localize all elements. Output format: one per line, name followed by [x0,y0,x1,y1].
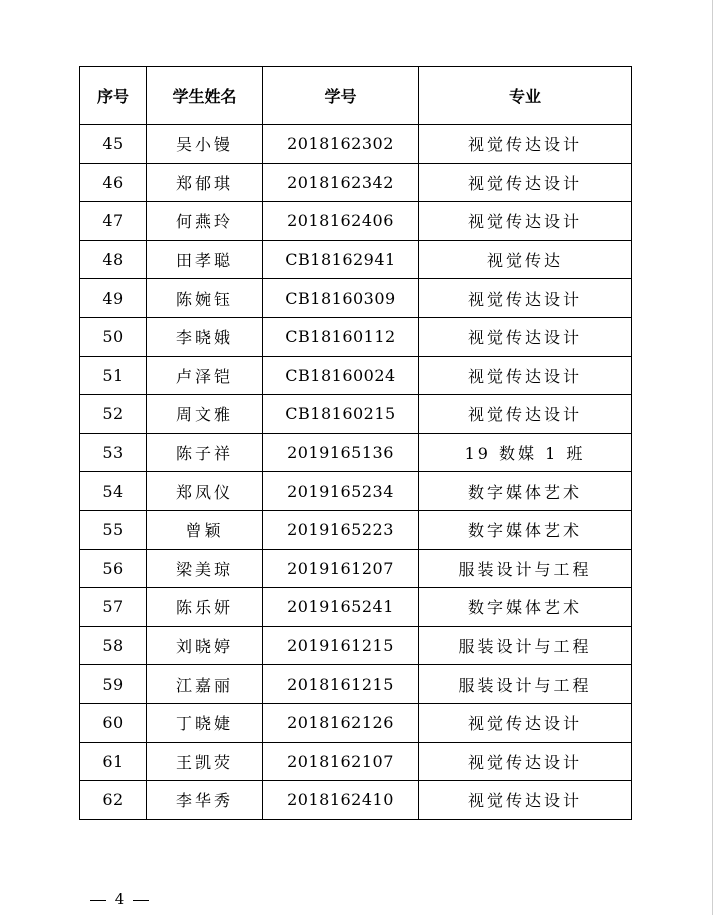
header-major: 专业 [419,67,632,125]
table-row [80,279,632,318]
cell-major: 视觉传达设计 [419,781,632,820]
table-row [80,626,632,665]
cell-no: 45 [80,125,147,164]
table-row [80,665,632,704]
cell-major: 视觉传达设计 [419,703,632,742]
dash-right [133,900,149,901]
cell-name: 吴小镘 [147,125,263,164]
table-row [80,395,632,434]
cell-no: 60 [80,703,147,742]
table-row [80,433,632,472]
cell-major: 服装设计与工程 [419,665,632,704]
cell-no: 54 [80,472,147,511]
cell-name: 陈乐妍 [147,588,263,627]
cell-id: CB18160215 [263,395,419,434]
cell-name: 刘晓婷 [147,626,263,665]
cell-major: 服装设计与工程 [419,549,632,588]
cell-major: 视觉传达设计 [419,395,632,434]
table-row [80,125,632,164]
cell-major: 视觉传达设计 [419,317,632,356]
cell-name: 李华秀 [147,781,263,820]
header-no: 序号 [80,67,147,125]
cell-id: 2018162342 [263,163,419,202]
cell-name: 田孝聪 [147,240,263,279]
cell-no: 58 [80,626,147,665]
cell-no: 55 [80,510,147,549]
table-row [80,510,632,549]
cell-id: 2019165223 [263,510,419,549]
cell-major: 视觉传达设计 [419,356,632,395]
cell-name: 梁美琼 [147,549,263,588]
page-number-value: 4 [114,890,125,908]
table-row [80,703,632,742]
table-row [80,317,632,356]
cell-id: CB18162941 [263,240,419,279]
cell-id: CB18160309 [263,279,419,318]
table-row [80,202,632,241]
cell-major: 视觉传达设计 [419,279,632,318]
cell-major: 19 数媒 1 班 [419,433,632,472]
cell-no: 48 [80,240,147,279]
cell-no: 50 [80,317,147,356]
dash-left [90,900,106,901]
cell-id: 2019161215 [263,626,419,665]
cell-no: 52 [80,395,147,434]
cell-id: 2019165241 [263,588,419,627]
table-row [80,163,632,202]
cell-id: 2018162302 [263,125,419,164]
cell-no: 49 [80,279,147,318]
cell-major: 视觉传达设计 [419,163,632,202]
table-row [80,356,632,395]
cell-major: 视觉传达设计 [419,202,632,241]
cell-major: 数字媒体艺术 [419,472,632,511]
cell-name: 陈婉钰 [147,279,263,318]
table-row [80,472,632,511]
cell-major: 视觉传达设计 [419,742,632,781]
cell-major: 视觉传达设计 [419,125,632,164]
cell-no: 62 [80,781,147,820]
cell-id: 2018162126 [263,703,419,742]
cell-major: 数字媒体艺术 [419,588,632,627]
cell-id: CB18160112 [263,317,419,356]
cell-no: 56 [80,549,147,588]
cell-major: 服装设计与工程 [419,626,632,665]
page-edge-line [712,0,713,915]
cell-name: 卢泽铠 [147,356,263,395]
page-number [86,890,153,908]
cell-major: 视觉传达 [419,240,632,279]
table-row [80,240,632,279]
cell-name: 郑凤仪 [147,472,263,511]
cell-name: 曾颖 [147,510,263,549]
cell-name: 王凯荧 [147,742,263,781]
table-row [80,588,632,627]
table-row [80,781,632,820]
cell-name: 何燕玲 [147,202,263,241]
cell-name: 郑郁琪 [147,163,263,202]
cell-id: 2019165136 [263,433,419,472]
cell-no: 61 [80,742,147,781]
table-header-row [80,67,632,125]
student-table [79,66,632,820]
cell-name: 陈子祥 [147,433,263,472]
cell-id: 2018162107 [263,742,419,781]
cell-no: 53 [80,433,147,472]
cell-name: 江嘉丽 [147,665,263,704]
cell-no: 51 [80,356,147,395]
cell-id: 2018162410 [263,781,419,820]
cell-id: CB18160024 [263,356,419,395]
cell-no: 46 [80,163,147,202]
header-id: 学号 [263,67,419,125]
cell-id: 2019165234 [263,472,419,511]
cell-no: 47 [80,202,147,241]
cell-id: 2018162406 [263,202,419,241]
cell-name: 周文雅 [147,395,263,434]
cell-id: 2018161215 [263,665,419,704]
header-name: 学生姓名 [147,67,263,125]
table-row [80,742,632,781]
table-row [80,549,632,588]
cell-id: 2019161207 [263,549,419,588]
cell-major: 数字媒体艺术 [419,510,632,549]
cell-name: 李晓娥 [147,317,263,356]
cell-no: 59 [80,665,147,704]
cell-name: 丁晓婕 [147,703,263,742]
cell-no: 57 [80,588,147,627]
